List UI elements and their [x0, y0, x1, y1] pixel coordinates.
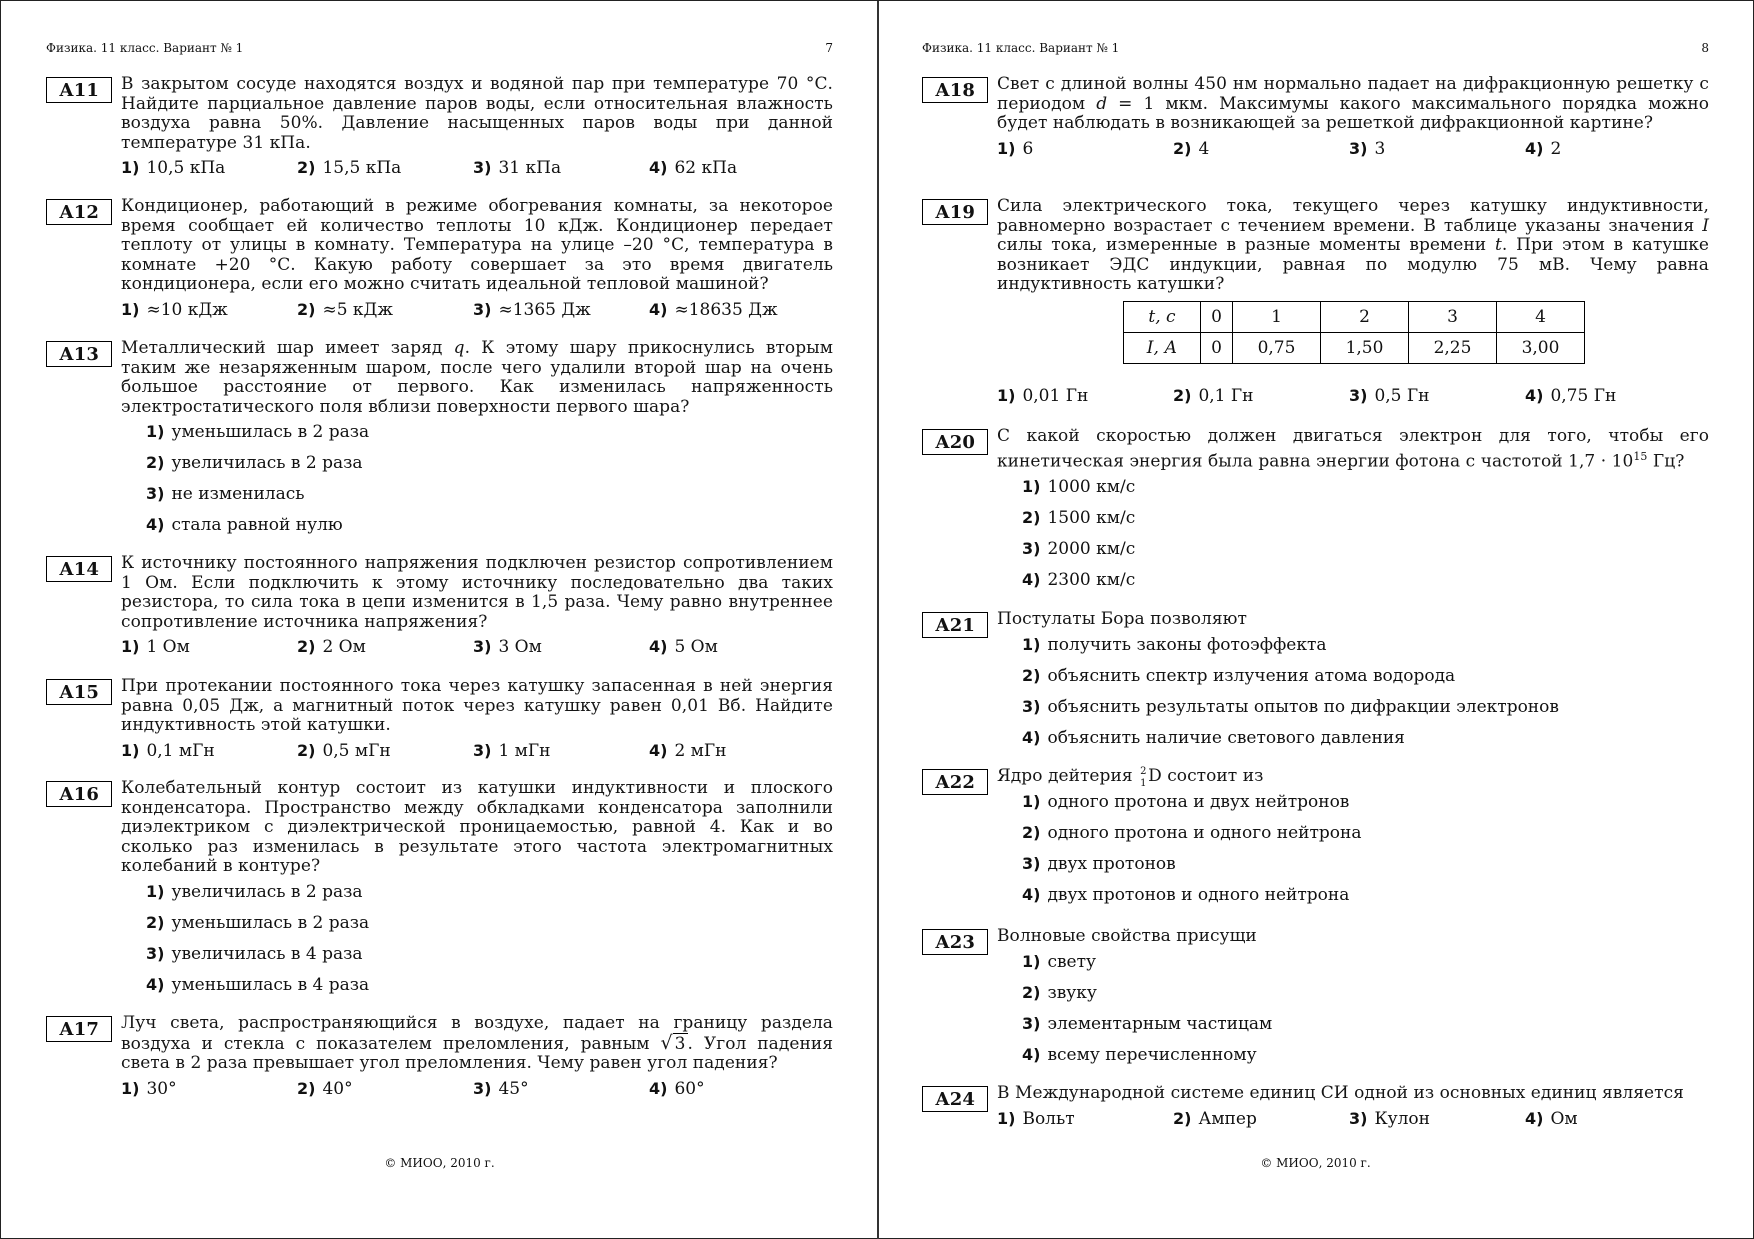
charge-number: 1: [1140, 778, 1147, 789]
answer-option-3[interactable]: [1022, 696, 1709, 727]
option-text: ≈5 кДж: [322, 299, 394, 320]
option-text: 0,01 Гн: [1022, 385, 1089, 406]
task-a14: [46, 554, 833, 657]
option-text: 40°: [322, 1078, 353, 1099]
option-number: 3 ): [146, 944, 164, 963]
variable: I: [1702, 215, 1709, 236]
option-text: Ампер: [1198, 1108, 1257, 1129]
variable: d: [1096, 93, 1108, 114]
task-a11: [46, 75, 833, 178]
question-text: С какой скоростью должен двигаться электрон для того, чтобы его кинетическая энергия была равна энергии фотона с частотой: [997, 426, 1709, 472]
option-number: 3 ): [1349, 139, 1367, 158]
option-text: уменьшилась в 2 раза: [171, 422, 370, 443]
option-text: ≈10 кДж: [146, 299, 228, 320]
answer-option-3[interactable]: [1022, 1013, 1709, 1044]
answer-options: [146, 421, 833, 545]
task-label: А12: [46, 199, 112, 225]
option-number: 2 ): [1022, 666, 1040, 685]
task-question: [997, 767, 1709, 787]
table-header-current: I, А: [1124, 332, 1201, 363]
task-question: [997, 75, 1709, 134]
option-text: объяснить наличие светового давления: [1047, 727, 1405, 748]
option-number: 1 ): [146, 422, 164, 441]
option-text: 0,1 Гн: [1198, 385, 1254, 406]
answer-options: [997, 1109, 1709, 1129]
task-a23: [922, 927, 1709, 1075]
option-text: 3: [1374, 138, 1386, 159]
option-number: 1 ): [1022, 792, 1040, 811]
option-text: 0,75 Гн: [1550, 385, 1617, 406]
option-text: 31 кПа: [498, 158, 562, 179]
header-title: Физика. 11 класс. Вариант № 1: [46, 41, 244, 55]
question-text: Свет с длиной волны 450 нм нормально падает на дифракционную решетку с периодом: [997, 74, 1709, 114]
answer-option-1[interactable]: [146, 421, 833, 452]
option-number: 2 ): [1022, 508, 1040, 527]
option-number: 3 ): [473, 158, 491, 177]
page-left: [46, 1, 833, 1239]
question-text: Ядро дейтерия: [997, 766, 1139, 786]
answer-option-3[interactable]: [1349, 1109, 1525, 1129]
task-question: В закрытом сосуде находятся воздух и водяной пар при температуре 70 °С. Найдите парциальное давление паров воды, если относительная влажность воздуха равна 50%. Давление насыщенных паров воды при данной температуре 31 кПа.: [121, 74, 833, 153]
task-label: А20: [922, 429, 988, 455]
answer-option-4[interactable]: [1525, 139, 1701, 159]
answer-option-3[interactable]: [473, 300, 649, 320]
option-number: 3 ): [1349, 1109, 1367, 1128]
option-number: 2 ): [1173, 1109, 1191, 1128]
option-number: 3 ): [1022, 1014, 1040, 1033]
task-question: [121, 339, 833, 417]
answer-option-2[interactable]: [297, 741, 473, 761]
answer-option-3[interactable]: [1349, 139, 1525, 159]
option-text: Кулон: [1374, 1108, 1430, 1129]
answer-options: [997, 139, 1709, 159]
option-text: одного протона и одного нейтрона: [1047, 822, 1362, 843]
answer-option-2[interactable]: [1173, 1109, 1349, 1129]
question-text: Луч света, распространяющийся в воздухе, падает на границу раздела воздуха и стекла с показателем преломления, равным: [121, 1013, 833, 1054]
option-text: 3 Ом: [498, 637, 542, 658]
answer-option-1[interactable]: [1022, 951, 1709, 982]
answer-option-2[interactable]: [146, 912, 833, 943]
task-label: А24: [922, 1086, 988, 1112]
option-text: 62 кПа: [674, 158, 738, 179]
task-label: А13: [46, 341, 112, 367]
option-number: 2 ): [297, 158, 315, 177]
option-text: увеличилась в 4 раза: [171, 943, 363, 964]
option-number: 4 ): [649, 741, 667, 760]
page-right: [922, 1, 1709, 1239]
option-text: 1500 км/с: [1047, 507, 1136, 528]
option-number: 4 ): [649, 300, 667, 319]
answer-option-2[interactable]: [1022, 665, 1709, 696]
header-title: Физика. 11 класс. Вариант № 1: [922, 41, 1120, 55]
option-number: 4 ): [1525, 386, 1543, 405]
option-number: 1 ): [121, 158, 139, 177]
question-text: силы тока, измеренные в разные моменты времени: [997, 235, 1495, 256]
task-question: Колебательный контур состоит из катушки индуктивности и плоского конденсатора. Пространство между обкладками конденсатора заполнили диэлектриком с диэлектрической проницаемостью, равной 4. Как и во сколько раз изменилась в результате этого частота электромагнитных колебаний в контуре?: [121, 778, 833, 877]
answer-option-3[interactable]: [146, 483, 833, 514]
table-cell: 1: [1233, 301, 1321, 332]
answer-option-3[interactable]: [473, 1079, 649, 1099]
answer-option-1[interactable]: [121, 300, 297, 320]
option-text: увеличилась в 2 раза: [171, 881, 363, 902]
option-text: 1 Ом: [146, 637, 190, 658]
answer-option-4[interactable]: [1022, 727, 1709, 758]
answer-option-1[interactable]: [1022, 634, 1709, 665]
task-question: Постулаты Бора позволяют: [997, 609, 1247, 629]
page-footer: © МИОО, 2010 г.: [384, 1156, 495, 1170]
answer-option-2[interactable]: [1173, 386, 1349, 406]
page-divider: [877, 1, 879, 1239]
answer-option-4[interactable]: [1022, 569, 1709, 600]
answer-option-1[interactable]: [997, 386, 1173, 406]
task-question: Кондиционер, работающий в режиме обогревания комнаты, за некоторое время сообщает ей количество теплоты 10 кДж. Кондиционер передает теплоту от улицы в комнату. Температура на улице –20 °С, температура в комнате +20 °С. Какую работу совершает за это время двигатель кондиционера, если его можно считать идеальной тепловой машиной?: [121, 196, 833, 295]
task-a13: [46, 339, 833, 545]
task-a20: [922, 427, 1709, 600]
option-text: 2 мГн: [674, 740, 727, 761]
current-time-table: [1123, 301, 1585, 364]
task-a19: [922, 197, 1709, 406]
answer-option-1[interactable]: [1022, 791, 1709, 822]
option-number: 1 ): [121, 741, 139, 760]
answer-option-4[interactable]: [1022, 884, 1709, 915]
formula-exponent: 15: [1633, 449, 1648, 463]
option-text: 5 Ом: [674, 637, 718, 658]
option-number: 3 ): [1022, 854, 1040, 873]
option-text: двух протонов и одного нейтрона: [1047, 884, 1350, 905]
answer-option-2[interactable]: [297, 158, 473, 178]
option-text: Ом: [1550, 1108, 1578, 1129]
option-number: 3 ): [146, 484, 164, 503]
option-text: одного протона и двух нейтронов: [1047, 791, 1350, 812]
answer-options: [1022, 476, 1709, 600]
option-text: объяснить результаты опытов по дифракции электронов: [1047, 696, 1559, 717]
option-number: 1 ): [1022, 952, 1040, 971]
task-a22: [922, 767, 1709, 915]
option-number: 1 ): [997, 1109, 1015, 1128]
option-text: увеличилась в 2 раза: [171, 453, 363, 474]
task-question: Волновые свойства присущи: [997, 926, 1257, 946]
option-number: 4 ): [1022, 570, 1040, 589]
table-cell: 3,00: [1497, 332, 1585, 363]
element-symbol: D: [1148, 766, 1162, 786]
option-number: 3 ): [1022, 539, 1040, 558]
option-text: 4: [1198, 138, 1210, 159]
table-header-time: t, с: [1124, 301, 1201, 332]
option-text: 2300 км/с: [1047, 569, 1136, 590]
option-text: получить законы фотоэффекта: [1047, 634, 1327, 655]
option-number: 1 ): [121, 637, 139, 656]
option-number: 1 ): [1022, 635, 1040, 654]
option-text: 10,5 кПа: [146, 158, 226, 179]
task-a15: [46, 677, 833, 761]
running-header: [922, 41, 1709, 55]
answer-options: [1022, 791, 1709, 915]
task-label: А16: [46, 781, 112, 807]
option-number: 2 ): [146, 453, 164, 472]
answer-option-4[interactable]: [649, 158, 825, 178]
page-footer: © МИОО, 2010 г.: [1260, 1156, 1371, 1170]
option-number: 2 ): [1173, 386, 1191, 405]
task-question: При протекании постоянного тока через катушку запасенная в ней энергия равна 0,05 Дж, а магнитный поток через катушку равен 0,01 Вб. Найдите индуктивность этой катушки.: [121, 676, 833, 736]
option-number: 2 ): [1022, 823, 1040, 842]
answer-option-3[interactable]: [473, 741, 649, 761]
question-text: Металлический шар имеет заряд: [121, 338, 454, 358]
option-number: 4 ): [1022, 728, 1040, 747]
question-text: Гц?: [1647, 451, 1685, 472]
option-text: 2: [1550, 138, 1562, 159]
answer-options: [1022, 951, 1709, 1075]
task-label: А17: [46, 1016, 112, 1042]
formula: 1,7 · 10: [1568, 451, 1634, 472]
answer-option-2[interactable]: [1022, 822, 1709, 853]
table-cell: 0,75: [1233, 332, 1321, 363]
task-a21: [922, 610, 1709, 758]
option-number: 1 ): [121, 1079, 139, 1098]
option-text: 60°: [674, 1078, 705, 1099]
task-label: А18: [922, 77, 988, 103]
answer-option-4[interactable]: [649, 300, 825, 320]
answer-option-1[interactable]: [121, 1079, 297, 1099]
option-text: 30°: [146, 1078, 177, 1099]
option-number: 3 ): [473, 637, 491, 656]
answer-options: [146, 881, 833, 1005]
answer-option-3[interactable]: [473, 637, 649, 657]
answer-option-4[interactable]: [649, 741, 825, 761]
task-label: А19: [922, 199, 988, 225]
option-text: 1 мГн: [498, 740, 551, 761]
option-text: уменьшилась в 2 раза: [171, 912, 370, 933]
option-text: свету: [1047, 951, 1097, 972]
option-number: 2 ): [1022, 983, 1040, 1002]
option-number: 3 ): [1022, 697, 1040, 716]
task-question: В Международной системе единиц СИ одной из основных единиц является: [997, 1083, 1684, 1103]
answer-options: [121, 300, 833, 320]
table-cell: 0: [1201, 301, 1233, 332]
answer-option-1[interactable]: [121, 158, 297, 178]
task-label: А15: [46, 679, 112, 705]
table-cell: 3: [1409, 301, 1497, 332]
option-text: Вольт: [1022, 1108, 1075, 1129]
option-text: 2 Ом: [322, 637, 366, 658]
task-a18: [922, 75, 1709, 159]
answer-options: [121, 741, 833, 761]
option-number: 1 ): [997, 386, 1015, 405]
page-number: 7: [825, 41, 833, 55]
answer-option-4[interactable]: [1525, 386, 1701, 406]
task-label: А21: [922, 612, 988, 638]
variable: t: [1495, 235, 1502, 256]
option-number: 4 ): [1022, 885, 1040, 904]
radical-sign: √: [660, 1031, 673, 1054]
option-number: 2 ): [297, 637, 315, 656]
option-text: элементарным частицам: [1047, 1013, 1273, 1034]
option-number: 4 ): [1525, 1109, 1543, 1128]
question-text: Сила электрического тока, текущего через катушку индуктивности, равномерно возрастает с течением времени. В таблице указаны значения: [997, 196, 1709, 236]
option-text: стала равной нулю: [171, 515, 343, 536]
option-text: 1000 км/с: [1047, 476, 1136, 497]
option-text: ≈1365 Дж: [498, 299, 591, 320]
option-number: 1 ): [1022, 477, 1040, 496]
question-text: . К этому шару прикоснулись вторым таким же незаряженным шаром, после чего удалили второй шар на очень большое расстояние от первого. Как изменилась напряженность электростатического поля вблизи поверхности первого шара?: [121, 338, 834, 417]
answer-option-1[interactable]: [146, 881, 833, 912]
task-label: А22: [922, 769, 988, 795]
option-text: 45°: [498, 1078, 529, 1099]
option-number: 4 ): [146, 515, 164, 534]
task-a24: [922, 1084, 1709, 1129]
answer-option-3[interactable]: [1349, 386, 1525, 406]
answer-option-4[interactable]: [1525, 1109, 1701, 1129]
page-number: 8: [1701, 41, 1709, 55]
answer-option-1[interactable]: [121, 637, 297, 657]
option-number: 4 ): [649, 637, 667, 656]
option-text: 0,1 мГн: [146, 740, 215, 761]
option-text: 2000 км/с: [1047, 538, 1136, 559]
table-row-current: [1124, 332, 1585, 363]
option-number: 1 ): [121, 300, 139, 319]
task-question: К источнику постоянного напряжения подключен резистор сопротивлением 1 Ом. Если подключить к этому источнику последовательно два таких резистора, то сила тока в цепи изменится в 1,5 раза. Чему равно внутреннее сопротивление источника напряжения?: [121, 553, 833, 632]
answer-option-2[interactable]: [297, 637, 473, 657]
answer-option-1[interactable]: [997, 1109, 1173, 1129]
answer-option-3[interactable]: [473, 158, 649, 178]
table-cell: 2: [1321, 301, 1409, 332]
answer-option-1[interactable]: [121, 741, 297, 761]
option-text: звуку: [1047, 982, 1097, 1003]
option-number: 4 ): [1525, 139, 1543, 158]
option-number: 2 ): [146, 913, 164, 932]
answer-option-2[interactable]: [297, 1079, 473, 1099]
answer-option-3[interactable]: [1022, 853, 1709, 884]
task-a12: [46, 197, 833, 320]
option-text: 6: [1022, 138, 1034, 159]
option-number: 2 ): [297, 300, 315, 319]
answer-option-2[interactable]: [146, 452, 833, 483]
square-root: [660, 1031, 687, 1055]
answer-option-3[interactable]: [1022, 538, 1709, 569]
task-label: А23: [922, 929, 988, 955]
answer-options: [1022, 634, 1709, 758]
table-row-time: [1124, 301, 1585, 332]
answer-option-4[interactable]: [649, 637, 825, 657]
option-number: 3 ): [1349, 386, 1367, 405]
variable: q: [453, 338, 465, 358]
option-text: ≈18635 Дж: [674, 299, 778, 320]
option-text: 0,5 Гн: [1374, 385, 1430, 406]
table-cell: 4: [1497, 301, 1585, 332]
table-cell: 0: [1201, 332, 1233, 363]
answer-option-2[interactable]: [1022, 507, 1709, 538]
question-text: . При этом в катушке возникает ЭДС индукции, равная по модулю 75 мВ. Чему равна индуктивность катушки?: [997, 235, 1709, 295]
task-question: [997, 427, 1709, 472]
option-text: 0,5 мГн: [322, 740, 391, 761]
option-number: 4 ): [146, 975, 164, 994]
answer-option-2[interactable]: [1022, 982, 1709, 1013]
question-text: состоит из: [1161, 766, 1264, 786]
answer-option-4[interactable]: [1022, 1044, 1709, 1075]
answer-option-4[interactable]: [146, 514, 833, 545]
option-text: всему перечисленному: [1047, 1044, 1257, 1065]
option-text: не изменилась: [171, 484, 305, 505]
answer-options: [121, 637, 833, 657]
table-cell: 1,50: [1321, 332, 1409, 363]
question-text: . Угол падения света в 2 раза превышает угол преломления. Чему равен угол падения?: [121, 1033, 833, 1074]
option-number: 2 ): [1173, 139, 1191, 158]
option-number: 2 ): [297, 741, 315, 760]
answer-options: [997, 386, 1709, 406]
option-number: 4 ): [649, 158, 667, 177]
option-number: 2 ): [297, 1079, 315, 1098]
answer-options: [121, 1079, 833, 1099]
task-label: А14: [46, 556, 112, 582]
option-number: 4 ): [1022, 1045, 1040, 1064]
option-text: уменьшилась в 4 раза: [171, 974, 370, 995]
answer-option-4[interactable]: [649, 1079, 825, 1099]
option-text: объяснить спектр излучения атома водорода: [1047, 665, 1456, 686]
task-a16: [46, 779, 833, 1005]
question-text: = 1 мкм. Максимумы какого максимального порядка можно будет наблюдать в возникающей за решеткой дифракционной картине?: [997, 93, 1709, 134]
answer-option-1[interactable]: [997, 139, 1173, 159]
radicand: 3: [674, 1033, 686, 1054]
table-cell: 2,25: [1409, 332, 1497, 363]
task-question: [997, 197, 1709, 295]
answer-option-2[interactable]: [297, 300, 473, 320]
answer-option-4[interactable]: [146, 974, 833, 1005]
option-number: 1 ): [146, 882, 164, 901]
mass-number: 2: [1140, 766, 1147, 777]
answer-option-3[interactable]: [146, 943, 833, 974]
option-text: двух протонов: [1047, 853, 1176, 874]
option-number: 4 ): [649, 1079, 667, 1098]
task-a17: [46, 1014, 833, 1099]
nuclide-notation: [1138, 766, 1148, 789]
option-text: 15,5 кПа: [322, 158, 402, 179]
option-number: 3 ): [473, 741, 491, 760]
answer-options: [121, 158, 833, 178]
task-question: [121, 1014, 833, 1074]
option-number: 1 ): [997, 139, 1015, 158]
task-label: А11: [46, 77, 112, 103]
answer-option-2[interactable]: [1173, 139, 1349, 159]
running-header: [46, 41, 833, 55]
answer-option-1[interactable]: [1022, 476, 1709, 507]
option-number: 3 ): [473, 1079, 491, 1098]
option-number: 3 ): [473, 300, 491, 319]
